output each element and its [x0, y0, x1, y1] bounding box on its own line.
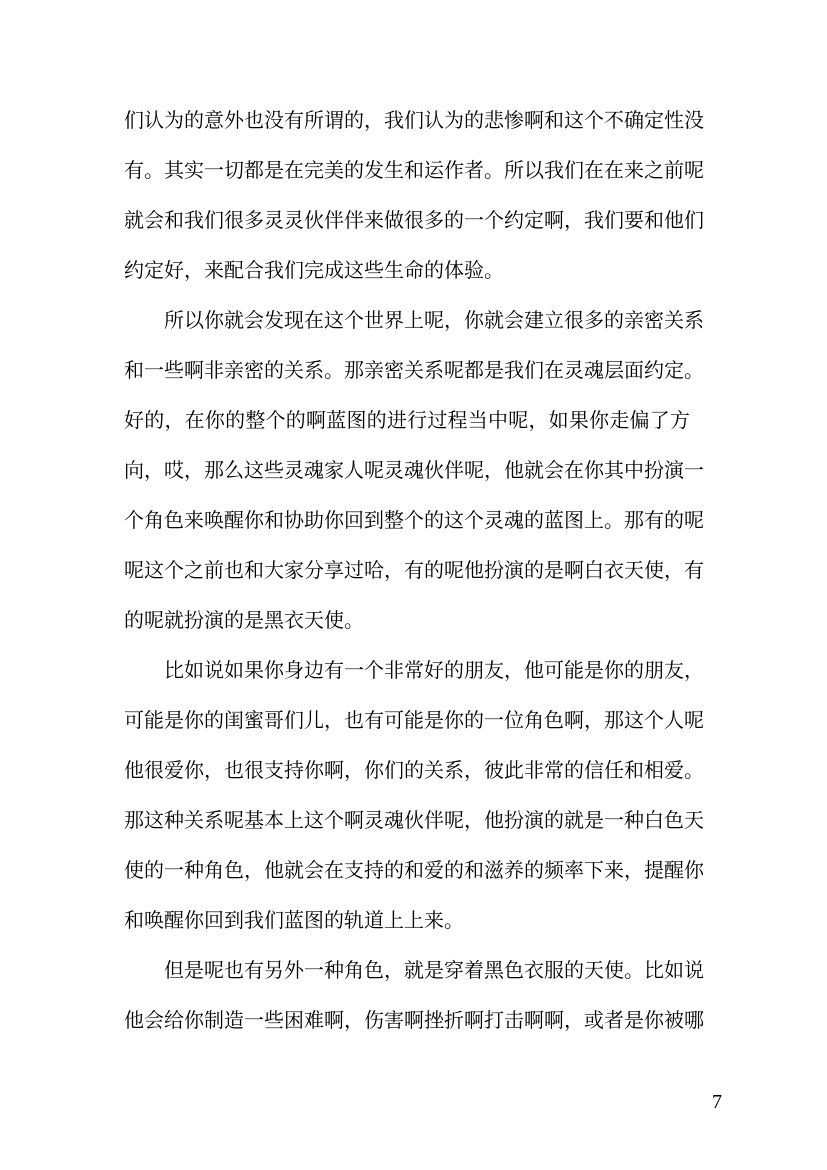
text-line: 和一些啊非亲密的关系。那亲密关系呢都是我们在灵魂层面约定。 — [124, 358, 704, 382]
text-line: 使的一种角色，他就会在支持的和爱的和滋养的频率下来，提醒你 — [124, 858, 704, 882]
text-line: 的呢就扮演的是黑衣天使。 — [124, 608, 364, 632]
text-line: 可能是你的闺蜜哥们儿，也有可能是你的一位角色啊，那这个人呢 — [124, 708, 704, 732]
text-line: 他很爱你，也很支持你啊，你们的关系，彼此非常的信任和相爱。 — [124, 758, 704, 782]
text-line: 那这种关系呢基本上这个啊灵魂伙伴呢，他扮演的就是一种白色天 — [124, 808, 704, 832]
paragraph-first-line: 但是呢也有另外一种角色，就是穿着黑色衣服的天使。比如说 — [164, 958, 704, 982]
text-line: 呢这个之前也和大家分享过哈，有的呢他扮演的是啊白衣天使，有 — [124, 558, 704, 582]
text-line: 向，哎，那么这些灵魂家人呢灵魂伙伴呢，他就会在你其中扮演一 — [124, 458, 704, 482]
text-line: 约定好，来配合我们完成这些生命的体验。 — [124, 258, 504, 282]
text-line: 就会和我们很多灵灵伙伴伴来做很多的一个约定啊，我们要和他们 — [124, 208, 704, 232]
text-line: 他会给你制造一些困难啊，伤害啊挫折啊打击啊啊，或者是你被哪 — [124, 1008, 704, 1032]
text-line: 有。其实一切都是在完美的发生和运作者。所以我们在在来之前呢 — [124, 158, 704, 182]
text-line: 们认为的意外也没有所谓的，我们认为的悲惨啊和这个不确定性没 — [124, 108, 704, 132]
page-number: 7 — [712, 1091, 722, 1113]
paragraph-first-line: 比如说如果你身边有一个非常好的朋友，他可能是你的朋友， — [164, 658, 704, 682]
text-line: 个角色来唤醒你和协助你回到整个的这个灵魂的蓝图上。那有的呢 — [124, 508, 704, 532]
text-line: 和唤醒你回到我们蓝图的轨道上上来。 — [124, 908, 464, 932]
paragraph-first-line: 所以你就会发现在这个世界上呢，你就会建立很多的亲密关系 — [164, 308, 704, 332]
text-line: 好的，在你的整个的啊蓝图的进行过程当中呢，如果你走偏了方 — [124, 408, 690, 432]
